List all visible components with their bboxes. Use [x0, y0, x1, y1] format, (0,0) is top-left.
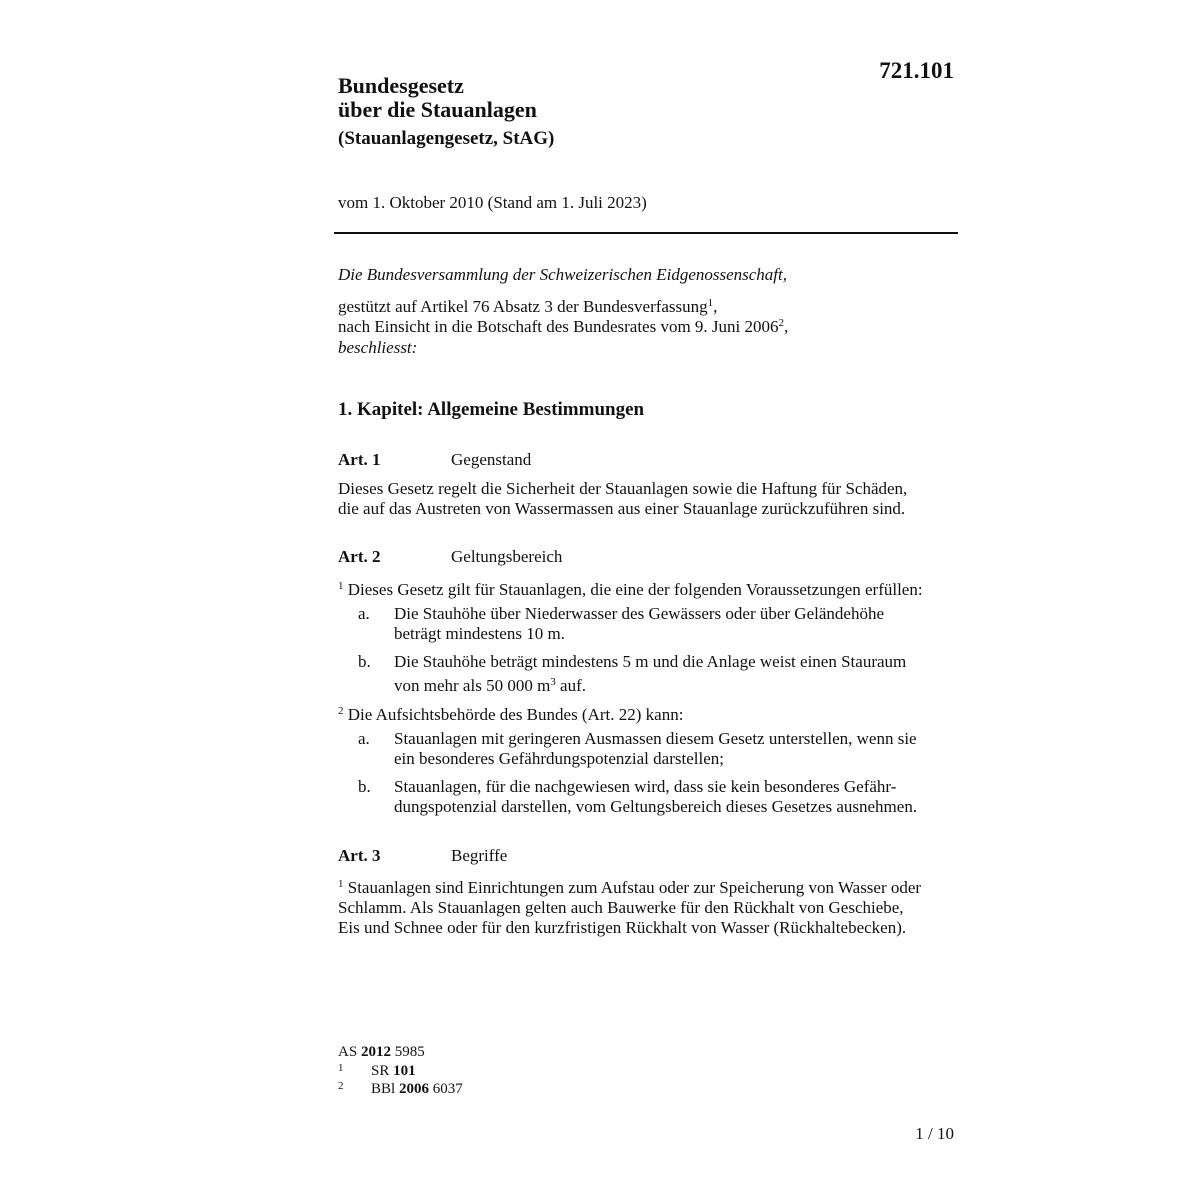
official-collection-reference: AS 2012 5985 [338, 1044, 425, 1060]
message-reference: nach Einsicht in die Botschaft des Bundesrates vom 9. Juni 2006$^2$, [338, 317, 789, 336]
chapter-heading: 1. Kapitel: Allgemeine Bestimmungen [338, 399, 645, 420]
footnote-ref-1[interactable]: 1 [707, 297, 714, 309]
legal-basis: gestützt auf Artikel 76 Absatz 3 der Bundesverfassung$^1$, [338, 297, 718, 316]
article-1-number: Art. 1 [338, 450, 381, 469]
article-1-heading [338, 450, 531, 470]
article-1-title: Gegenstand [451, 450, 532, 469]
article-3-title: Begriffe [451, 846, 508, 865]
footnote-2: 2 BBl 2006 6037 [338, 1080, 463, 1097]
law-title-line-1: Bundesgesetz [338, 73, 464, 98]
article-1-text: Dieses Gesetz regelt die Sicherheit der Stauanlagen sowie die Haftung für Schäden, die auf das Austreten von Wassermassen aus einer Stauanlage zurückzuführen sind. [338, 479, 908, 518]
article-2-title: Geltungsbereich [451, 547, 563, 566]
article-2-heading [338, 547, 562, 567]
page-number: 1 / 10 [915, 1124, 954, 1143]
article-3-number: Art. 3 [338, 846, 381, 865]
article-3-paragraph-1: $^1$ Stauanlagen sind Einrichtungen zum Aufstau oder zur Speicherung von Wasser oder Schlamm. Als Stauanlagen gelten auch Bauwerke für den Rückhalt von Geschiebe, Eis und Schnee oder für den kurzfristigen Rückhalt von Wasser (Rückhaltebecken). [338, 878, 922, 937]
article-3-heading [338, 846, 507, 866]
resolves: beschliesst: [338, 338, 418, 357]
article-2-paragraph-1: $^1$ Dieses Gesetz gilt für Stauanlagen, die eine der folgenden Voraussetzungen erfüllen: [338, 580, 923, 599]
sr-number: 721.101 [879, 58, 954, 83]
short-title: (Stauanlagengesetz, StAG) [338, 128, 555, 149]
header-divider [334, 232, 958, 234]
article-2-number: Art. 2 [338, 547, 381, 566]
footnote-ref-2[interactable]: 2 [778, 317, 785, 329]
enacting-body: Die Bundesversammlung der Schweizerischen Eidgenossenschaft, [338, 265, 787, 284]
article-2-paragraph-2: $^2$ Die Aufsichtsbehörde des Bundes (Art. 22) kann: [338, 705, 684, 724]
footnote-1: 1 SR 101 [338, 1062, 416, 1079]
date-line: vom 1. Oktober 2010 (Stand am 1. Juli 2023) [338, 193, 647, 212]
law-title-line-2: über die Stauanlagen [338, 97, 537, 122]
